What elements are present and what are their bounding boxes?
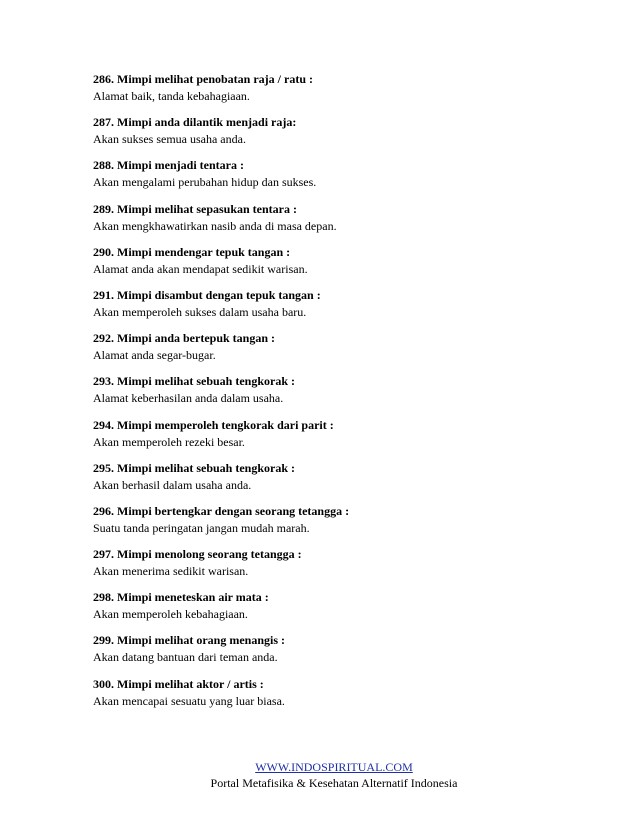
entry-title: 291. Mimpi disambut dengan tepuk tangan : [93,287,321,302]
entry-296 [93,503,613,546]
entry-286 [93,71,613,114]
page-footer [0,759,638,791]
entry-294 [93,417,613,460]
entry-description: Akan menerima sedikit warisan. [93,564,249,579]
entry-description: Akan memperoleh kebahagiaan. [93,607,248,622]
entry-title: 299. Mimpi melihat orang menangis : [93,633,285,648]
entry-300 [93,676,613,719]
entry-title: 289. Mimpi melihat sepasukan tentara : [93,201,297,216]
entry-title: 287. Mimpi anda dilantik menjadi raja: [93,115,297,130]
entry-description: Akan datang bantuan dari teman anda. [93,650,278,665]
entry-description: Alamat anda segar-bugar. [93,348,216,363]
entry-title: 286. Mimpi melihat penobatan raja / ratu : [93,72,313,86]
entry-293 [93,373,613,416]
entry-description: Alamat keberhasilan anda dalam usaha. [93,391,284,406]
entry-295 [93,460,613,503]
entry-description: Akan memperoleh rezeki besar. [93,434,245,449]
entry-title: 288. Mimpi menjadi tentara : [93,158,244,173]
entry-291 [93,287,613,330]
footer-tagline: Portal Metafisika & Kesehatan Alternatif Indonesia [210,776,458,790]
entry-description: Akan mencapai sesuatu yang luar biasa. [93,693,285,708]
footer-website-link[interactable]: WWW.INDOSPIRITUAL.COM [255,760,413,774]
entry-title: 298. Mimpi meneteskan air mata : [93,590,269,605]
entry-299 [93,632,613,675]
entry-title: 290. Mimpi mendengar tepuk tangan : [93,244,291,259]
entry-289 [93,201,613,244]
entry-298 [93,589,613,632]
entry-description: Alamat anda akan mendapat sedikit warisan. [93,261,308,276]
entry-290 [93,244,613,287]
entry-title: 300. Mimpi melihat aktor / artis : [93,676,264,691]
entry-292 [93,330,613,373]
entry-297 [93,546,613,589]
entry-287 [93,114,613,157]
entry-description: Akan memperoleh sukses dalam usaha baru. [93,304,307,319]
entry-description: Alamat baik, tanda kebahagiaan. [93,89,250,103]
entry-title: 294. Mimpi memperoleh tengkorak dari parit : [93,417,334,432]
entry-description: Akan mengalami perubahan hidup dan sukses. [93,175,317,190]
entry-288 [93,157,613,200]
entry-title: 293. Mimpi melihat sebuah tengkorak : [93,374,296,389]
entry-description: Suatu tanda peringatan jangan mudah marah. [93,520,310,535]
entry-description: Akan mengkhawatirkan nasib anda di masa depan. [93,218,337,233]
entry-title: 297. Mimpi menolong seorang tetangga : [93,547,302,562]
entry-list [93,71,613,719]
entry-description: Akan sukses semua usaha anda. [93,132,246,147]
entry-title: 295. Mimpi melihat sebuah tengkorak : [93,460,296,475]
entry-title: 292. Mimpi anda bertepuk tangan : [93,331,276,346]
entry-title: 296. Mimpi bertengkar dengan seorang tetangga : [93,503,350,518]
entry-description: Akan berhasil dalam usaha anda. [93,477,252,492]
